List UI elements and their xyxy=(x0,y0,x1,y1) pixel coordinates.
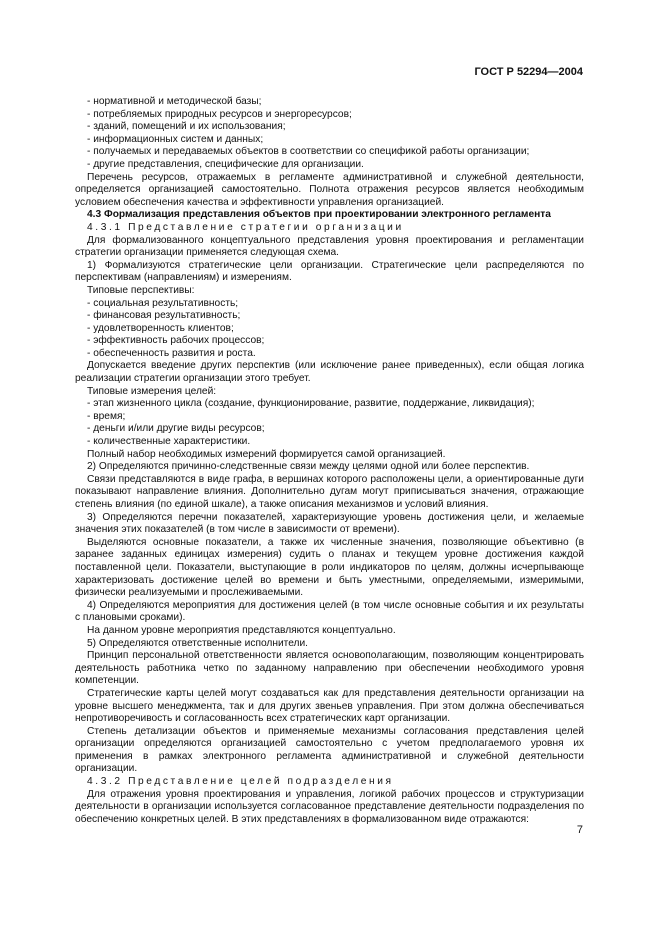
list-item: - этап жизненного цикла (создание, функционирование, развитие, поддержание, ликвидация); xyxy=(87,398,535,410)
list-item: - нормативной и методической базы; xyxy=(87,96,262,107)
list-item: - зданий, помещений и их использования; xyxy=(87,121,286,133)
paragraph: Полный набор необходимых измерений формируется самой организацией. xyxy=(87,448,446,460)
section-heading: 4.3 Формализация представления объектов при проектировании электронного регламента xyxy=(87,209,551,221)
list-item: - получаемых и передаваемых объектов в соответствии со спецификой работы организации; xyxy=(87,146,530,158)
paragraph: Перечень ресурсов, отражаемых в регламенте административной и служебной деятельности, определяется организацией самостоятельно. Полнота отражения ресурсов является необходимым условием обеспечения качества и эффективности управления организацией. xyxy=(75,171,584,208)
paragraph: 1) Формализуются стратегические цели организации. Стратегические цели распределяются по перспективам (направлениям) и измерениям. xyxy=(75,259,584,284)
page-body xyxy=(75,96,584,826)
list-item: - деньги и/или другие виды ресурсов; xyxy=(87,423,265,435)
list-item: - время; xyxy=(87,410,126,422)
paragraph: 5) Определяются ответственные исполнители. xyxy=(87,637,309,649)
list-item: - потребляемых природных ресурсов и энергоресурсов; xyxy=(87,108,352,120)
page-number: 7 xyxy=(576,824,583,836)
list-item: - другие представления, специфические для организации. xyxy=(87,158,364,170)
paragraph: Принцип персональной ответственности является основополагающим, позволяющим концентрировать деятельность работника четко по заданному направлению при обеспечении необходимого уровня компетенции. xyxy=(75,650,584,687)
list-item: - финансовая результативность; xyxy=(87,310,241,322)
paragraph: Для отражения уровня проектирования и управления, логикой рабочих процессов и структуризации деятельности в организации используется согласованное представление деятельности подразделения по обеспечению конкретных целей. В этих представлениях в формализованном виде отражаются: xyxy=(75,788,584,825)
paragraph: Типовые измерения целей: xyxy=(87,385,217,397)
paragraph: Для формализованного концептуального представления уровня проектирования и регламентации стратегии организации применяется следующая схема. xyxy=(75,234,584,259)
paragraph: На данном уровне мероприятия представляются концептуально. xyxy=(87,624,396,636)
paragraph: Типовые перспективы: xyxy=(87,284,195,296)
paragraph: Стратегические карты целей могут создаваться как для представления деятельности организации на уровне высшего менеджмента, так и для других звеньев управления. При этом должна обеспечиваться непротиворечивость и согласованность всех стратегических карт организации. xyxy=(75,687,584,725)
list-item: - удовлетворенность клиентов; xyxy=(87,322,234,334)
document-code: ГОСТ Р 52294—2004 xyxy=(474,66,583,78)
list-item: - количественные характеристики. xyxy=(87,436,251,448)
list-item: - социальная результативность; xyxy=(87,297,239,309)
paragraph: Степень детализации объектов и применяемые механизмы согласования представления целей организации определяются организацией самостоятельно с учетом предполагаемого уровня их применения в рамках электронного регламента административной и служебной деятельности организации. xyxy=(75,725,584,775)
subsection-heading: 4.3.2 Представление целей подразделения xyxy=(87,776,394,788)
paragraph: 3) Определяются перечни показателей, характеризующие уровень достижения цели, и желаемые значения этих показателей (в том числе в зависимости от времени). xyxy=(75,511,584,536)
list-item: - информационных систем и данных; xyxy=(87,133,264,145)
paragraph: Допускается введение других перспектив (или исключение ранее приведенных), если общая логика реализации стратегии организации этого требует. xyxy=(75,360,584,385)
paragraph: 2) Определяются причинно-следственные связи между целями одной или более перспектив. xyxy=(87,461,530,473)
list-item: - обеспеченность развития и роста. xyxy=(87,347,256,359)
paragraph: Связи представляются в виде графа, в вершинах которого расположены цели, а ориентированные дуги показывают направление влияния. Дополнительно дугам могут приписываться значения, отражающие степень влияния (по единой шкале), а также описания механизмов и условий влияния. xyxy=(75,473,584,510)
subsection-heading: 4.3.1 Представление стратегии организации xyxy=(87,221,404,233)
paragraph: Выделяются основные показатели, а также их численные значения, позволяющие объективно (в заранее заданных единицах измерения) судить о планах и текущем уровне достижения каждой поставленной цели. Показатели, выступающие в роли индикаторов по целям, должны исчерпывающе характеризовать достижение целей во времени и быть уместными, определяемыми, измеримыми, физически реализуемыми и прослеживаемыми. xyxy=(75,536,584,599)
paragraph: 4) Определяются мероприятия для достижения целей (в том числе основные события и их результаты с плановыми сроками). xyxy=(75,599,584,624)
list-item: - эффективность рабочих процессов; xyxy=(87,335,265,347)
